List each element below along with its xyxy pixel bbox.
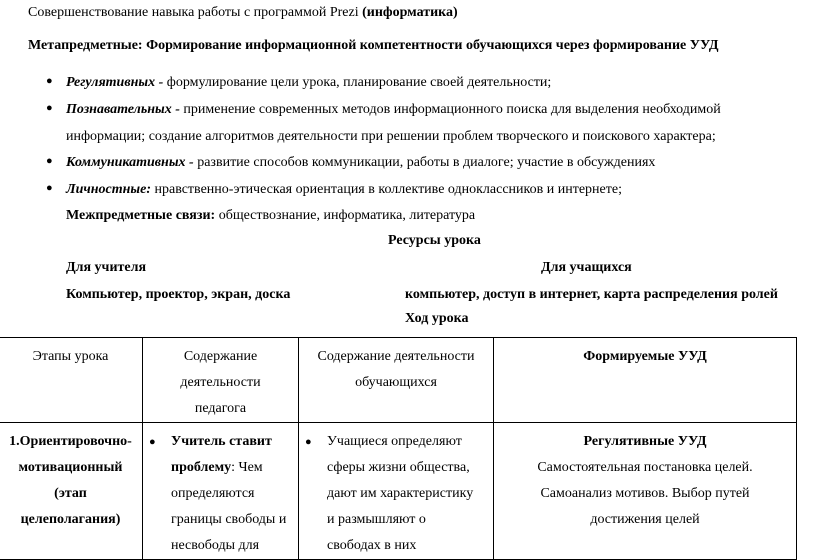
resources-student-items: компьютер, доступ в интернет, карта распределения ролей: [405, 287, 778, 302]
bullet-cognitive-continued: информации; создание алгоритмов деятельности при решении проблем творческого и поискового характера;: [66, 129, 716, 144]
header-student-activity: Содержание деятельности обучающихся: [299, 338, 494, 423]
teacher-activity-cell: ● Учитель ставит проблему: Чем определяются границы свободы и несвободы для: [143, 423, 299, 560]
resources-teacher-items: Компьютер, проектор, экран, доска: [66, 287, 291, 302]
bullet-dot: ●: [46, 102, 53, 114]
header-teacher-activity: Содержание деятельности педагога: [143, 338, 299, 423]
resources-teacher-label: Для учителя: [66, 260, 147, 275]
lesson-progress-title: Ход урока: [405, 311, 469, 326]
stage-cell: 1.Ориентировочно- мотивационный (этап целеполагания): [0, 423, 143, 560]
table-row: [0, 423, 797, 560]
bullet-regulatory: Регулятивных - формулирование цели урока, планирование своей деятельности;: [66, 75, 552, 90]
lesson-stages-table: [0, 337, 797, 560]
bullet-cognitive: Познавательных - применение современных методов информационного поиска для выделения необходимой: [66, 102, 721, 117]
header-stages: Этапы урока: [0, 338, 143, 423]
bullet-dot: ●: [46, 75, 53, 87]
bullet-personal: Личностные: нравственно-этическая ориентация в коллективе одноклассников и интернете;: [66, 182, 622, 197]
meta-subjects-heading: Метапредметные: Формирование информационной компетентности обучающихся через формирование УУД: [28, 38, 719, 53]
interdisciplinary-links: Межпредметные связи: обществознание, информатика, литература: [66, 208, 476, 223]
resources-title: Ресурсы урока: [388, 233, 481, 248]
bullet-dot: ●: [305, 436, 312, 448]
resources-students-label: Для учащихся: [541, 260, 632, 275]
student-activity-cell: ● Учащиеся определяют сферы жизни общества, дают им характеристику и размышляют о свободах в них: [299, 423, 494, 560]
bullet-dot: ●: [149, 436, 156, 448]
header-uud: Формируемые УУД: [494, 338, 797, 423]
bullet-dot: ●: [46, 155, 53, 167]
bullet-communicative: Коммуникативных - развитие способов коммуникации, работы в диалоге; участие в обсуждениях: [66, 155, 656, 170]
bullet-dot: ●: [46, 182, 53, 194]
table-header-row: [0, 338, 797, 423]
document-title: Совершенствование навыка работы с программой Prezi (информатика): [28, 5, 458, 20]
uud-cell: Регулятивные УУД Самостоятельная постановка целей. Самоанализ мотивов. Выбор путей достижения целей: [494, 423, 797, 560]
